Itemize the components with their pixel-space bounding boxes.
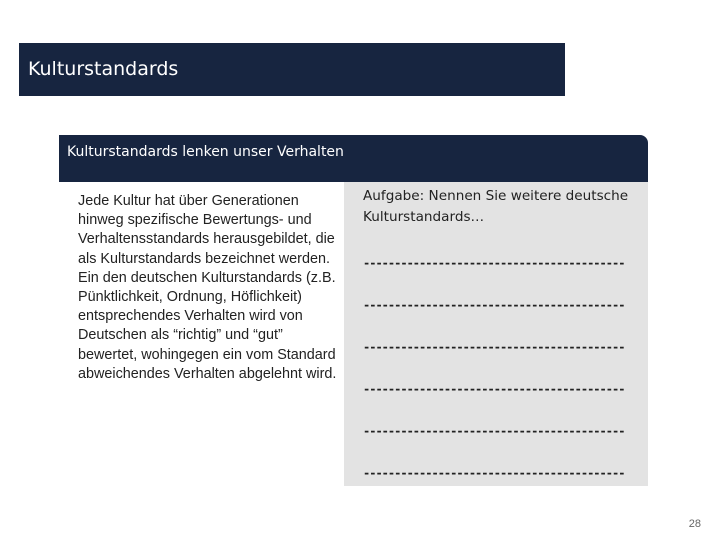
- answer-blank-line: ------------------------------------------: [363, 256, 625, 270]
- answer-blank-line: ------------------------------------------: [363, 382, 625, 396]
- answer-blank-line: ------------------------------------------: [363, 340, 625, 354]
- slide-title: Kulturstandards: [19, 43, 565, 96]
- task-text: Aufgabe: Nennen Sie weitere deutsche Kulturstandards…: [363, 188, 629, 225]
- body-text: Jede Kultur hat über Generationen hinweg spezifische Bewertungs- und Verhaltensstandards herausgebildet, die als Kulturstandards bezeichnet werden. Ein den deutschen Kulturstandards (z.B. Pünktlichkeit, Ordnung, Höflichkeit) entsprechendes Verhalten wird von Deutschen als “richtig” und “gut” bewertet, wohingegen ein vom Standard abweichendes Verhalten abgelehnt wird.: [78, 193, 337, 382]
- answer-blank-line: ------------------------------------------: [363, 466, 625, 480]
- page-number: 28: [688, 518, 701, 530]
- answer-blank-line: ------------------------------------------: [363, 424, 625, 438]
- card-header: Kulturstandards lenken unser Verhalten: [59, 135, 648, 182]
- task-panel: [344, 182, 648, 486]
- answer-blank-line: ------------------------------------------: [363, 298, 625, 312]
